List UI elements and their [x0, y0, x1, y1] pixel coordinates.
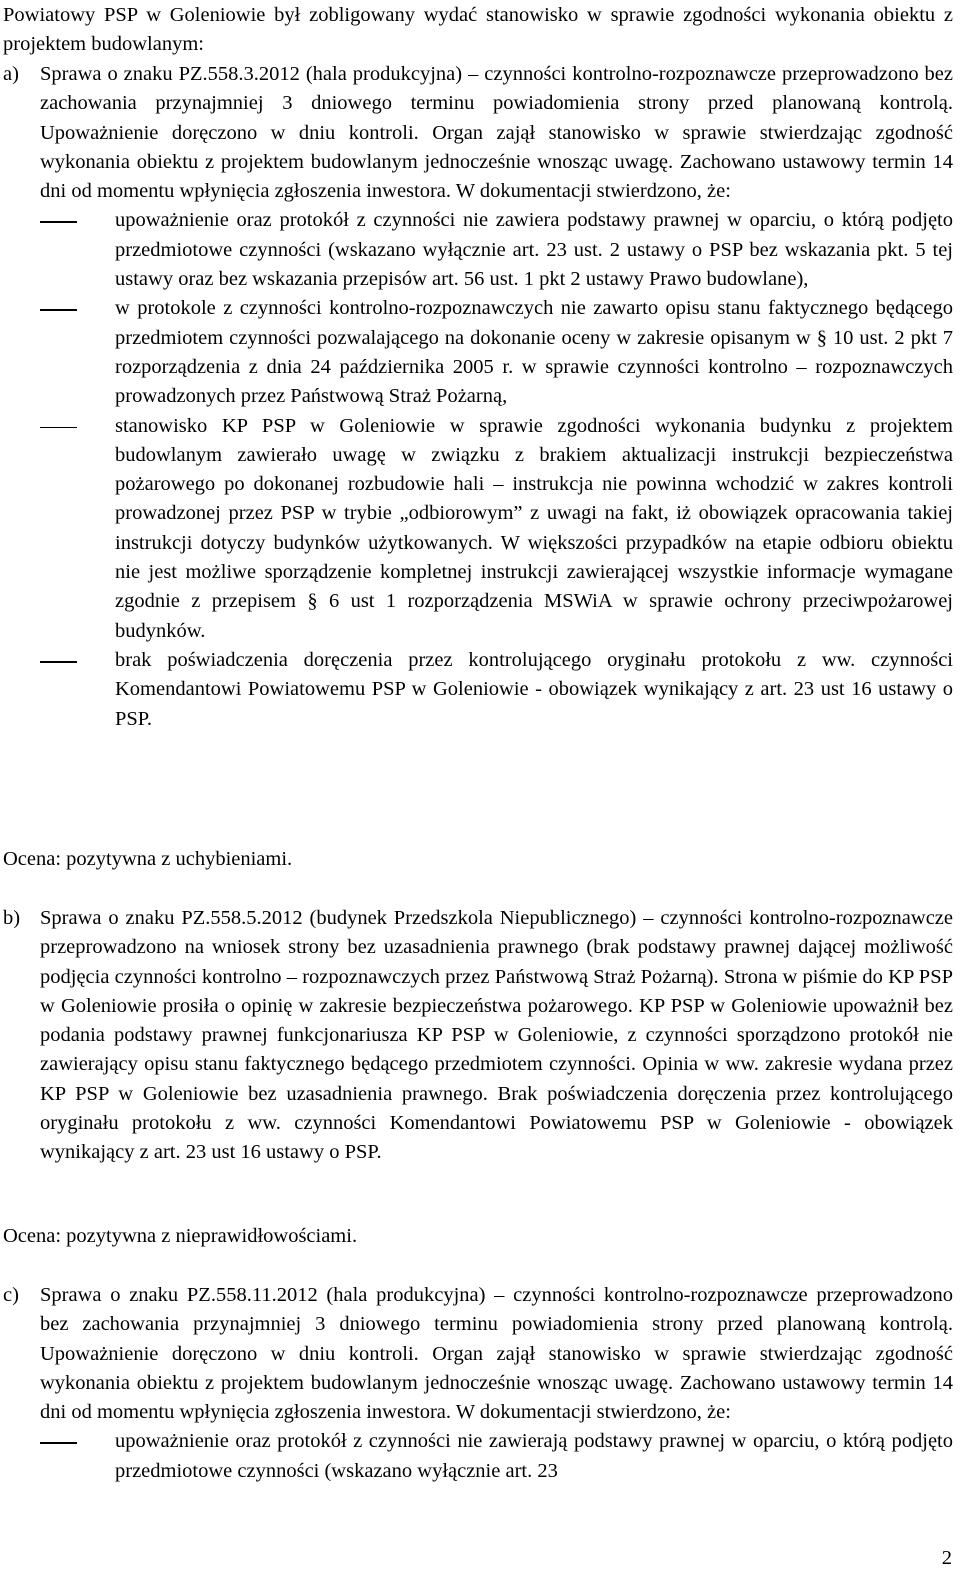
list-item-text: brak poświadczenia doręczenia przez kontrolującego oryginału protokołu z ww. czynności Komendantowi Powiatowemu PSP w Goleniowie - obowiązek wynikający z art. 23 ust 16 ustawy o PSP.	[115, 648, 953, 730]
assessment-b: Ocena: pozytywna z nieprawidłowościami.	[3, 1225, 358, 1247]
section-body	[40, 904, 953, 1168]
list-item	[115, 294, 953, 411]
list-item	[115, 206, 953, 294]
findings-list	[40, 206, 953, 733]
section-letter: c)	[3, 1284, 19, 1306]
list-item-text: stanowisko KP PSP w Goleniowie w sprawie zgodności wykonania budynku z projektem budowlanym zawierało uwagę w związku z brakiem aktualizacji instrukcji bezpieczeństwa pożarowego po dokonanej rozbudowie hali – instrukcja nie powinna wchodzić w zakres kontroli prowadzonej przez PSP w trybie „odbiorowym” z uwagi na fakt, iż obowiązek opracowania takiej instrukcji dotyczy budynków użytkowanych. W większości przypadków na etapie odbioru obiektu nie jest możliwe sporządzenie kompletnej instrukcji zawierającej wszystkie informacje wymagane zgodnie z przepisem § 6 ust 1 rozporządzenia MSWiA w sprawie ochrony przeciwpożarowej budynków.	[115, 414, 953, 642]
section-text: Sprawa o znaku PZ.558.5.2012 (budynek Przedszkola Niepublicznego) – czynności kontrolno-rozpoznawcze przeprowadzono na wniosek strony bez uzasadnienia prawnego (brak podstawy prawnej dającej możliwość podjęcia czynności kontrolno – rozpoznawczych przez Państwową Straż Pożarną). Strona w piśmie do KP PSP w Goleniowie prosiła o opinię w zakresie bezpieczeństwa pożarowego. KP PSP w Goleniowie upoważnił bez podania podstawy prawnej funkcjonariusza KP PSP w Goleniowie, z czynności sporządzono protokół nie zawierający opisu stanu faktycznego będącego przedmiotem czynności. Opinia w ww. zakresie wydana przez KP PSP w Goleniowie bez uzasadnienia prawnego. Brak poświadczenia doręczenia przez kontrolującego oryginału protokołu z ww. czynności Komendantowi Powiatowemu PSP w Goleniowie - obowiązek wynikający z art. 23 ust 16 ustawy o PSP.	[40, 907, 953, 1164]
list-item-text: upoważnienie oraz protokół z czynności nie zawiera podstawy prawnej w oparciu, o którą podjęto przedmiotowe czynności (wskazano wyłącznie art. 23 ust. 2 ustawy o PSP bez wskazania pkt. 5 tej ustawy oraz bez wskazania przepisów art. 56 ust. 1 pkt 2 ustawy Prawo budowlane),	[115, 209, 953, 291]
list-item	[115, 1427, 953, 1486]
list-item-text: w protokole z czynności kontrolno-rozpoznawczych nie zawarto opisu stanu faktycznego będącego przedmiotem czynności pozwalającego na dokonanie oceny w zakresie opisanym w § 10 ust. 2 pkt 7 rozporządzenia z dnia 24 października 2005 r. w sprawie czynności kontrolno – rozpoznawczych prowadzonych przez Państwową Straż Pożarną,	[115, 297, 953, 408]
list-item-text: upoważnienie oraz protokół z czynności nie zawierają podstawy prawnej w oparciu, o którą podjęto przedmiotowe czynności (wskazano wyłącznie art. 23	[115, 1430, 953, 1482]
findings-list	[40, 1427, 953, 1486]
section-body	[40, 1281, 953, 1486]
section-b	[3, 904, 953, 1168]
assessment-a: Ocena: pozytywna z uchybieniami.	[3, 848, 293, 870]
section-a	[3, 60, 953, 734]
section-text: Sprawa o znaku PZ.558.3.2012 (hala produkcyjna) – czynności kontrolno-rozpoznawcze przeprowadzono bez zachowania przynajmniej 3 dniowego terminu powiadomienia strony przed planowaną kontrolą. Upoważnienie doręczono w dniu kontroli. Organ zajął stanowisko w sprawie stwierdzając zgodność wykonania obiektu z projektem budowlanym jednocześnie wnosząc uwagę. Zachowano ustawowy termin 14 dni od momentu wpłynięcia zgłoszenia inwestora. W dokumentacji stwierdzono, że:	[40, 63, 953, 203]
list-item	[115, 646, 953, 734]
section-letter: a)	[3, 63, 19, 85]
section-letter: b)	[3, 907, 21, 929]
intro-paragraph: Powiatowy PSP w Goleniowie był zobligowany wydać stanowisko w sprawie zgodności wykonania obiektu z projektem budowlanym:	[3, 4, 953, 56]
section-body	[40, 60, 953, 734]
section-text: Sprawa o znaku PZ.558.11.2012 (hala produkcyjna) – czynności kontrolno-rozpoznawcze przeprowadzono bez zachowania przynajmniej 3 dniowego terminu powiadomienia strony przed planowaną kontrolą. Upoważnienie doręczono w dniu kontroli. Organ zajął stanowisko w sprawie stwierdzając zgodność wykonania obiektu z projektem budowlanym jednocześnie wnosząc uwagę. Zachowano ustawowy termin 14 dni od momentu wpłynięcia zgłoszenia inwestora. W dokumentacji stwierdzono, że:	[40, 1284, 953, 1424]
section-c	[3, 1281, 953, 1486]
list-item	[115, 412, 953, 646]
page-number: 2	[941, 1547, 952, 1569]
